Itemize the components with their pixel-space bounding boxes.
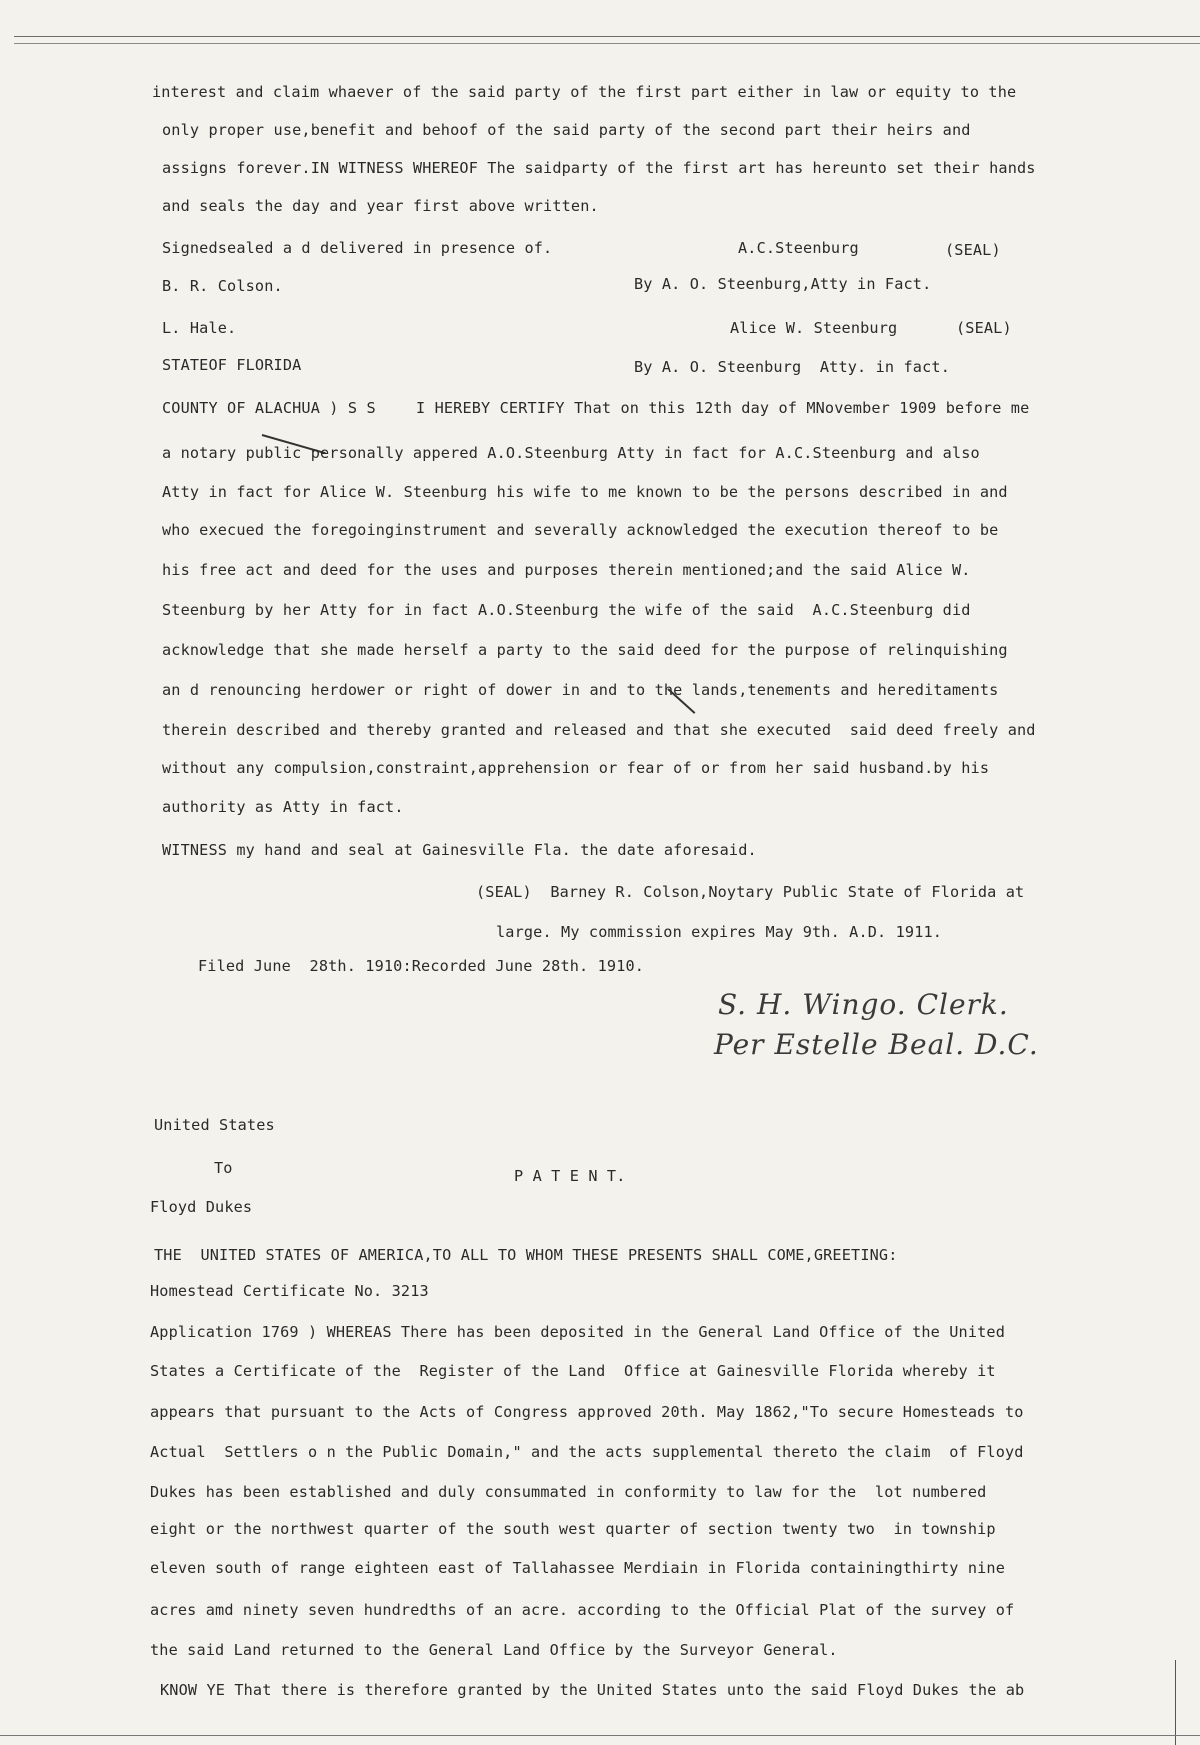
- notary-commission: large. My commission expires May 9th. A.D. 1911.: [496, 923, 943, 941]
- text-line: Atty in fact for Alice W. Steenburg his wife to me known to be the persons described in and: [162, 483, 1008, 501]
- patent-heading: P A T E N T.: [514, 1167, 626, 1185]
- text-line: an d renouncing herdower or right of dower in and to the lands,tenements and hereditaments: [162, 681, 999, 699]
- attorney-line: By A. O. Steenburg Atty. in fact.: [634, 358, 950, 376]
- text-line: States a Certificate of the Register of the Land Office at Gainesville Florida whereby it: [150, 1362, 996, 1380]
- text-line: Signedsealed a d delivered in presence of.: [162, 239, 553, 257]
- to-label: To: [214, 1159, 233, 1177]
- text-line: only proper use,benefit and behoof of the said party of the second part their heirs and: [162, 121, 971, 139]
- text-line: assigns forever.IN WITNESS WHEREOF The saidparty of the first art has hereunto set their hands: [162, 159, 1036, 177]
- text-line: the said Land returned to the General Land Office by the Surveyor General.: [150, 1641, 838, 1659]
- state-heading: STATEOF FLORIDA: [162, 356, 302, 374]
- greeting-line: THE UNITED STATES OF AMERICA,TO ALL TO WHOM THESE PRESENTS SHALL COME,GREETING:: [154, 1246, 898, 1264]
- grantor-label: United States: [154, 1116, 275, 1134]
- witness-name: L. Hale.: [162, 319, 237, 337]
- text-line: acres amd ninety seven hundredths of an acre. according to the Official Plat of the survey of: [150, 1601, 1015, 1619]
- signatory-name: Alice W. Steenburg: [730, 319, 898, 337]
- text-line: Steenburg by her Atty for in fact A.O.Steenburg the wife of the said A.C.Steenburg did: [162, 601, 971, 619]
- text-line: Actual Settlers o n the Public Domain," and the acts supplemental thereto the claim of Floyd: [150, 1443, 1024, 1461]
- notary-line: (SEAL) Barney R. Colson,Noytary Public State of Florida at: [476, 883, 1025, 901]
- text-line: WITNESS my hand and seal at Gainesville Fla. the date aforesaid.: [162, 841, 757, 859]
- text-line: Dukes has been established and duly consummated in conformity to law for the lot numbered: [150, 1483, 987, 1501]
- clerk-signature: S. H. Wingo. Clerk.: [718, 988, 1009, 1021]
- county-heading: COUNTY OF ALACHUA ) S S: [162, 399, 376, 417]
- top-rule: [14, 36, 1200, 37]
- text-line: interest and claim whaever of the said party of the first part either in law or equity to the: [152, 83, 1017, 101]
- text-line: KNOW YE That there is therefore granted by the United States unto the said Floyd Dukes the ab: [160, 1681, 1025, 1699]
- deputy-signature: Per Estelle Beal. D.C.: [714, 1028, 1039, 1061]
- grantee-label: Floyd Dukes: [150, 1198, 253, 1216]
- text-line: who execued the foregoinginstrument and severally acknowledged the execution thereof to be: [162, 521, 999, 539]
- right-margin-line: [1175, 1660, 1176, 1745]
- text-line: I HEREBY CERTIFY That on this 12th day of MNovember 1909 before me: [416, 399, 1030, 417]
- text-line: therein described and thereby granted and released and that she executed said deed freely and: [162, 721, 1036, 739]
- text-line: authority as Atty in fact.: [162, 798, 404, 816]
- text-line: acknowledge that she made herself a party to the said deed for the purpose of relinquishing: [162, 641, 1008, 659]
- text-line: appears that pursuant to the Acts of Congress approved 20th. May 1862,"To secure Homesteads to: [150, 1403, 1024, 1421]
- certificate-line: Homestead Certificate No. 3213: [150, 1282, 429, 1300]
- text-line: and seals the day and year first above written.: [162, 197, 599, 215]
- text-line: a notary public personally appered A.O.Steenburg Atty in fact for A.C.Steenburg and also: [162, 444, 980, 462]
- text-line: eleven south of range eighteen east of Tallahassee Merdiain in Florida containingthirty nine: [150, 1559, 1006, 1577]
- top-rule-secondary: [14, 43, 1200, 44]
- text-line: eight or the northwest quarter of the south west quarter of section twenty two in township: [150, 1520, 996, 1538]
- seal-mark: (SEAL): [945, 241, 1001, 259]
- text-line: Application 1769 ) WHEREAS There has been deposited in the General Land Office of the United: [150, 1323, 1006, 1341]
- filing-line: Filed June 28th. 1910:Recorded June 28th. 1910.: [198, 957, 645, 975]
- witness-name: B. R. Colson.: [162, 277, 283, 295]
- attorney-line: By A. O. Steenburg,Atty in Fact.: [634, 275, 932, 293]
- text-line: his free act and deed for the uses and purposes therein mentioned;and the said Alice W.: [162, 561, 971, 579]
- signatory-name: A.C.Steenburg: [738, 239, 859, 257]
- text-line: without any compulsion,constraint,apprehension or fear of or from her said husband.by his: [162, 759, 990, 777]
- seal-mark: (SEAL): [956, 319, 1012, 337]
- bottom-rule: [0, 1735, 1200, 1736]
